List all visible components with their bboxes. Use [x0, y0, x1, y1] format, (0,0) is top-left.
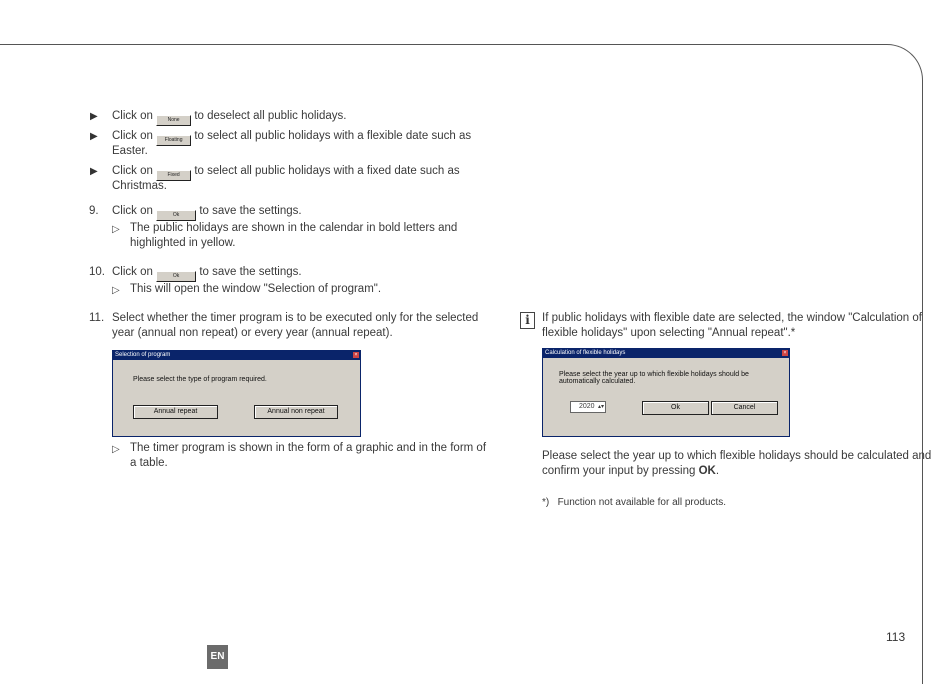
- cancel-button[interactable]: Cancel: [711, 401, 778, 415]
- footnote-mark: *): [542, 497, 550, 508]
- year-spinner[interactable]: [570, 401, 606, 413]
- dialog-message: Please select the type of program required.: [133, 376, 267, 383]
- footnote-text: Function not available for all products.: [557, 497, 727, 508]
- step-number: 10.: [89, 266, 105, 278]
- language-badge: EN: [207, 645, 228, 669]
- floating-button[interactable]: Floating: [156, 135, 191, 146]
- step-number: 11.: [89, 312, 105, 324]
- step-result: highlighted in yellow.: [130, 237, 236, 249]
- ok-button[interactable]: Ok: [156, 271, 196, 282]
- selection-of-program-dialog: [112, 350, 361, 437]
- result-triangle-icon: ▷: [112, 224, 120, 235]
- right-text-part: confirm your input by pressing: [542, 465, 699, 477]
- right-text-part: .: [715, 465, 720, 477]
- step-text: to save the settings.: [199, 205, 302, 217]
- fixed-button[interactable]: Fixed: [156, 170, 191, 181]
- bullet-text: to select all public holidays with a fixed date such as: [194, 165, 460, 177]
- step-text: to save the settings.: [199, 266, 302, 278]
- bullet-cont: Easter.: [112, 145, 148, 157]
- dialog-title: [113, 351, 360, 360]
- bullet-arrow-icon: ▶: [90, 166, 98, 177]
- step-text: Click on: [112, 266, 153, 278]
- none-button[interactable]: None: [156, 115, 191, 126]
- step-9: [112, 204, 302, 221]
- info-icon: i: [520, 312, 535, 329]
- annual-non-repeat-button[interactable]: Annual non repeat: [254, 405, 338, 419]
- dialog-message: Please select the year up to which flexible holidays should be: [559, 371, 749, 378]
- bullet-text: to select all public holidays with a flexible date such as: [194, 130, 472, 142]
- bullet-text: Click on: [112, 130, 153, 142]
- close-icon[interactable]: ×: [783, 350, 787, 356]
- bullet-none: [112, 109, 346, 126]
- step-result: The timer program is shown in the form of a graphic and in the form of: [130, 442, 487, 454]
- bullet-arrow-icon: ▶: [90, 131, 98, 142]
- spinner-arrows-icon[interactable]: ▴▾: [597, 404, 604, 410]
- result-triangle-icon: ▷: [112, 285, 120, 296]
- step-10: [112, 265, 302, 282]
- result-triangle-icon: ▷: [112, 444, 120, 455]
- bullet-cont: Christmas.: [112, 180, 167, 192]
- year-value: 2020: [579, 403, 595, 410]
- ok-keyword: OK: [698, 465, 716, 477]
- right-text: Please select the year up to which flexible holidays should be calculated and: [542, 450, 932, 462]
- bullet-text: to deselect all public holidays.: [194, 110, 347, 122]
- calculation-of-flexible-holidays-dialog: [542, 348, 790, 437]
- ok-button[interactable]: Ok: [156, 210, 196, 221]
- page-number: 113: [886, 630, 906, 644]
- bullet-arrow-icon: ▶: [90, 111, 98, 122]
- info-text: flexible holidays" upon selecting "Annual repeat".*: [542, 327, 796, 339]
- bullet-text: Click on: [112, 110, 153, 122]
- info-text: If public holidays with flexible date are selected, the window "Calculation of: [542, 312, 922, 324]
- dialog-title: [543, 349, 789, 358]
- step-result: The public holidays are shown in the calendar in bold letters and: [130, 222, 458, 234]
- close-icon[interactable]: ×: [354, 352, 358, 358]
- step-text: Select whether the timer program is to be executed only for the selected: [112, 312, 479, 324]
- footnote: [542, 495, 726, 510]
- ok-button[interactable]: Ok: [642, 401, 709, 415]
- annual-repeat-button[interactable]: Annual repeat: [133, 405, 218, 419]
- step-result: This will open the window "Selection of program".: [130, 283, 382, 295]
- step-text: Click on: [112, 205, 153, 217]
- dialog-title-text: Selection of program: [115, 352, 171, 358]
- step-number: 9.: [89, 205, 99, 217]
- dialog-message: automatically calculated.: [559, 378, 636, 385]
- step-result: a table.: [130, 457, 168, 469]
- step-text: year (annual non repeat) or every year (annual repeat).: [112, 327, 393, 339]
- right-text: [542, 464, 719, 479]
- bullet-floating: [112, 129, 471, 146]
- bullet-text: Click on: [112, 165, 153, 177]
- dialog-title-text: Calculation of flexible holidays: [545, 350, 626, 356]
